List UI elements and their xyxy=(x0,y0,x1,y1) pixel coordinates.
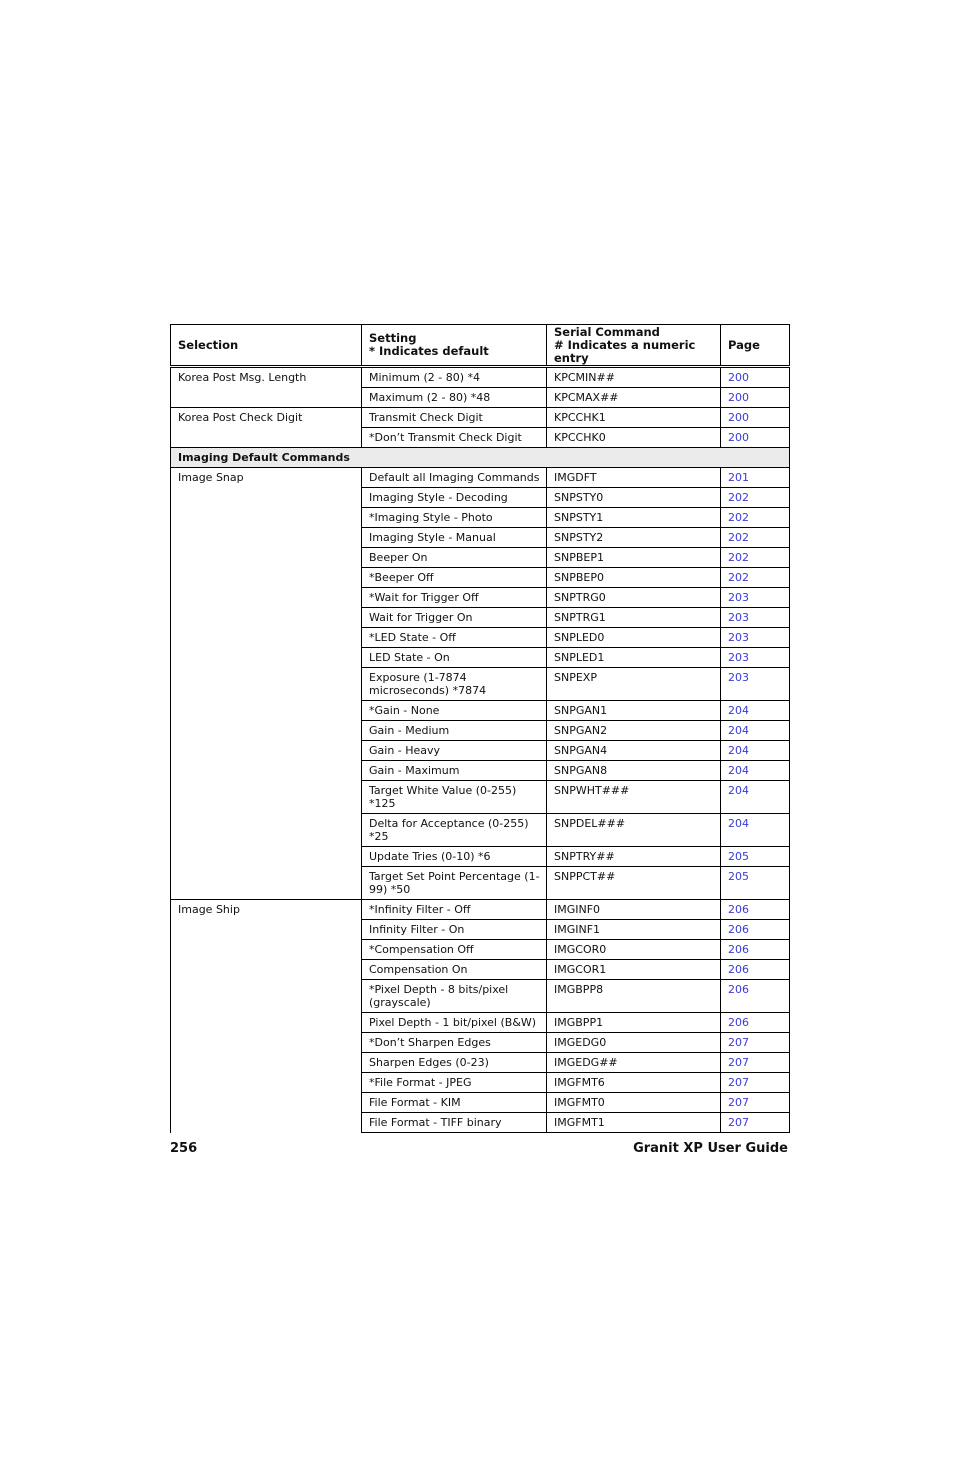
table-row xyxy=(171,867,790,900)
page-link[interactable]: 204 xyxy=(728,764,749,777)
table-row xyxy=(171,1093,790,1113)
cell-selection: Korea Post Check Digit xyxy=(171,408,362,428)
cell-selection xyxy=(171,1033,362,1053)
cell-serial-command: SNPSTY0 xyxy=(547,488,721,508)
page-link[interactable]: 207 xyxy=(728,1036,749,1049)
cell-setting: Wait for Trigger On xyxy=(362,608,547,628)
table-row xyxy=(171,701,790,721)
cell-page xyxy=(721,980,790,1013)
table-body xyxy=(171,367,790,1133)
page-link[interactable]: 200 xyxy=(728,431,749,444)
cell-serial-command: IMGEDG0 xyxy=(547,1033,721,1053)
cell-selection xyxy=(171,388,362,408)
table-row xyxy=(171,920,790,940)
page-link[interactable]: 204 xyxy=(728,704,749,717)
cell-setting: Gain - Heavy xyxy=(362,741,547,761)
cell-serial-command: SNPLED1 xyxy=(547,648,721,668)
page-link[interactable]: 202 xyxy=(728,551,749,564)
cell-selection xyxy=(171,781,362,814)
cell-setting: Transmit Check Digit xyxy=(362,408,547,428)
cell-serial-command: SNPTRG0 xyxy=(547,588,721,608)
cell-setting: Target White Value (0-255) *125 xyxy=(362,781,547,814)
table-row xyxy=(171,940,790,960)
cell-page xyxy=(721,488,790,508)
page-link[interactable]: 203 xyxy=(728,591,749,604)
page-link[interactable]: 203 xyxy=(728,651,749,664)
table-row xyxy=(171,388,790,408)
cell-page xyxy=(721,847,790,867)
cell-setting: *Gain - None xyxy=(362,701,547,721)
cell-setting: Infinity Filter - On xyxy=(362,920,547,940)
table-row xyxy=(171,814,790,847)
cell-serial-command: SNPTRG1 xyxy=(547,608,721,628)
page-link[interactable]: 203 xyxy=(728,671,749,684)
cell-page xyxy=(721,668,790,701)
cell-setting: *Imaging Style - Photo xyxy=(362,508,547,528)
page-link[interactable]: 203 xyxy=(728,631,749,644)
cell-setting: *Don’t Transmit Check Digit xyxy=(362,428,547,448)
page-link[interactable]: 204 xyxy=(728,724,749,737)
cell-selection xyxy=(171,920,362,940)
cell-setting: *Don’t Sharpen Edges xyxy=(362,1033,547,1053)
page-link[interactable]: 207 xyxy=(728,1076,749,1089)
table-row xyxy=(171,568,790,588)
cell-page xyxy=(721,528,790,548)
cell-serial-command: SNPEXP xyxy=(547,668,721,701)
cell-serial-command: IMGINF1 xyxy=(547,920,721,940)
cell-page xyxy=(721,388,790,408)
cell-serial-command: KPCCHK1 xyxy=(547,408,721,428)
cell-selection xyxy=(171,608,362,628)
cell-serial-command: SNPLED0 xyxy=(547,628,721,648)
cell-selection xyxy=(171,701,362,721)
table-row xyxy=(171,1033,790,1053)
cell-serial-command: SNPGAN8 xyxy=(547,761,721,781)
cell-serial-command: SNPWHT### xyxy=(547,781,721,814)
cell-page xyxy=(721,648,790,668)
serial-command-table xyxy=(170,324,790,1133)
table-row xyxy=(171,668,790,701)
table-row xyxy=(171,468,790,488)
cell-page xyxy=(721,761,790,781)
page-link[interactable]: 206 xyxy=(728,923,749,936)
cell-selection: Korea Post Msg. Length xyxy=(171,367,362,388)
cell-selection xyxy=(171,528,362,548)
cell-selection xyxy=(171,741,362,761)
cell-setting: Update Tries (0-10) *6 xyxy=(362,847,547,867)
page-link[interactable]: 207 xyxy=(728,1116,749,1129)
cell-setting: Compensation On xyxy=(362,960,547,980)
cell-setting: *Beeper Off xyxy=(362,568,547,588)
cell-selection xyxy=(171,428,362,448)
cell-serial-command: IMGEDG## xyxy=(547,1053,721,1073)
cell-setting: Pixel Depth - 1 bit/pixel (B&W) xyxy=(362,1013,547,1033)
cell-serial-command: IMGFMT6 xyxy=(547,1073,721,1093)
cell-setting: Target Set Point Percentage (1-99) *50 xyxy=(362,867,547,900)
cell-serial-command: SNPTRY## xyxy=(547,847,721,867)
cell-page xyxy=(721,508,790,528)
page-link[interactable]: 207 xyxy=(728,1096,749,1109)
cell-serial-command: KPCMAX## xyxy=(547,388,721,408)
page-link[interactable]: 201 xyxy=(728,471,749,484)
page-link[interactable]: 203 xyxy=(728,611,749,624)
cell-serial-command: SNPBEP1 xyxy=(547,548,721,568)
cell-setting: LED State - On xyxy=(362,648,547,668)
cell-page xyxy=(721,1033,790,1053)
cell-selection xyxy=(171,548,362,568)
table-row xyxy=(171,548,790,568)
cell-setting: Sharpen Edges (0-23) xyxy=(362,1053,547,1073)
table-header-row xyxy=(171,325,790,367)
table-row xyxy=(171,1073,790,1093)
cell-page xyxy=(721,741,790,761)
cell-selection xyxy=(171,847,362,867)
table-row xyxy=(171,628,790,648)
page-link[interactable]: 206 xyxy=(728,903,749,916)
cell-selection xyxy=(171,668,362,701)
page-link[interactable]: 207 xyxy=(728,1056,749,1069)
cell-serial-command: IMGDFT xyxy=(547,468,721,488)
cell-page xyxy=(721,721,790,741)
header-serial-command: Serial Command # Indicates a numeric entry xyxy=(547,325,721,367)
table-row xyxy=(171,721,790,741)
cell-serial-command: SNPPCT## xyxy=(547,867,721,900)
cell-selection xyxy=(171,648,362,668)
cell-serial-command: KPCCHK0 xyxy=(547,428,721,448)
cell-setting: Gain - Medium xyxy=(362,721,547,741)
cell-serial-command: SNPGAN1 xyxy=(547,701,721,721)
cell-setting: Beeper On xyxy=(362,548,547,568)
cell-setting: *File Format - JPEG xyxy=(362,1073,547,1093)
cell-selection xyxy=(171,628,362,648)
page-link[interactable]: 206 xyxy=(728,963,749,976)
cell-selection xyxy=(171,814,362,847)
page-link[interactable]: 202 xyxy=(728,571,749,584)
table-row xyxy=(171,1053,790,1073)
cell-serial-command: SNPSTY2 xyxy=(547,528,721,548)
table-row xyxy=(171,741,790,761)
cell-selection xyxy=(171,1013,362,1033)
table-row xyxy=(171,508,790,528)
cell-serial-command: SNPGAN4 xyxy=(547,741,721,761)
cell-page xyxy=(721,1073,790,1093)
cell-setting: Exposure (1-7874 microseconds) *7874 xyxy=(362,668,547,701)
table-row xyxy=(171,761,790,781)
cell-page xyxy=(721,588,790,608)
cell-serial-command: IMGFMT0 xyxy=(547,1093,721,1113)
page-link[interactable]: 200 xyxy=(728,391,749,404)
cell-page xyxy=(721,1053,790,1073)
cell-selection xyxy=(171,980,362,1013)
page-link[interactable]: 205 xyxy=(728,850,749,863)
page-link[interactable]: 205 xyxy=(728,870,749,883)
header-setting: Setting * Indicates default xyxy=(362,325,547,367)
table-row xyxy=(171,488,790,508)
cell-selection xyxy=(171,761,362,781)
cell-selection xyxy=(171,1073,362,1093)
cell-page xyxy=(721,568,790,588)
cell-serial-command: IMGBPP8 xyxy=(547,980,721,1013)
cell-selection xyxy=(171,568,362,588)
cell-serial-command: IMGBPP1 xyxy=(547,1013,721,1033)
page-link[interactable]: 202 xyxy=(728,511,749,524)
cell-page xyxy=(721,900,790,920)
page-link[interactable]: 200 xyxy=(728,411,749,424)
cell-page xyxy=(721,1093,790,1113)
table-row xyxy=(171,781,790,814)
cell-selection xyxy=(171,1093,362,1113)
cell-setting: Maximum (2 - 80) *48 xyxy=(362,388,547,408)
table-row xyxy=(171,588,790,608)
table-row xyxy=(171,960,790,980)
cell-setting: Minimum (2 - 80) *4 xyxy=(362,367,547,388)
cell-setting: *Wait for Trigger Off xyxy=(362,588,547,608)
cell-selection xyxy=(171,1113,362,1133)
cell-selection xyxy=(171,488,362,508)
section-header: Imaging Default Commands xyxy=(171,448,790,468)
table-row xyxy=(171,847,790,867)
table-row xyxy=(171,648,790,668)
page-number: 256 xyxy=(170,1141,198,1156)
cell-setting: Gain - Maximum xyxy=(362,761,547,781)
cell-selection xyxy=(171,588,362,608)
cell-serial-command: IMGCOR0 xyxy=(547,940,721,960)
cell-setting: *Compensation Off xyxy=(362,940,547,960)
page-link[interactable]: 204 xyxy=(728,817,749,830)
section-header-row xyxy=(171,448,790,468)
cell-page xyxy=(721,867,790,900)
page-link[interactable]: 204 xyxy=(728,784,749,797)
cell-page xyxy=(721,814,790,847)
cell-serial-command: IMGINF0 xyxy=(547,900,721,920)
cell-page xyxy=(721,1013,790,1033)
table-row xyxy=(171,367,790,388)
page-link[interactable]: 200 xyxy=(728,371,749,384)
table-row xyxy=(171,1113,790,1133)
cell-selection: Image Snap xyxy=(171,468,362,488)
cell-selection xyxy=(171,867,362,900)
cell-setting: File Format - TIFF binary xyxy=(362,1113,547,1133)
cell-serial-command: IMGCOR1 xyxy=(547,960,721,980)
cell-serial-command: SNPGAN2 xyxy=(547,721,721,741)
cell-page xyxy=(721,1113,790,1133)
cell-page xyxy=(721,628,790,648)
table-row xyxy=(171,428,790,448)
table-row xyxy=(171,900,790,920)
cell-serial-command: SNPSTY1 xyxy=(547,508,721,528)
page-link[interactable]: 206 xyxy=(728,943,749,956)
page-link[interactable]: 202 xyxy=(728,531,749,544)
cell-setting: Default all Imaging Commands xyxy=(362,468,547,488)
cell-page xyxy=(721,608,790,628)
cell-setting: File Format - KIM xyxy=(362,1093,547,1113)
header-selection: Selection xyxy=(171,325,362,367)
cell-page xyxy=(721,940,790,960)
page-link[interactable]: 202 xyxy=(728,491,749,504)
header-page: Page xyxy=(721,325,790,367)
cell-selection xyxy=(171,508,362,528)
cell-serial-command: IMGFMT1 xyxy=(547,1113,721,1133)
cell-page xyxy=(721,548,790,568)
cell-setting: Delta for Acceptance (0-255) *25 xyxy=(362,814,547,847)
cell-selection xyxy=(171,721,362,741)
cell-selection: Image Ship xyxy=(171,900,362,920)
cell-setting: *Infinity Filter - Off xyxy=(362,900,547,920)
guide-title: Granit XP User Guide xyxy=(633,1141,788,1156)
cell-serial-command: KPCMIN## xyxy=(547,367,721,388)
table-row xyxy=(171,528,790,548)
cell-serial-command: SNPBEP0 xyxy=(547,568,721,588)
cell-page xyxy=(721,701,790,721)
cell-page xyxy=(721,920,790,940)
cell-selection xyxy=(171,940,362,960)
table-row xyxy=(171,980,790,1013)
cell-setting: Imaging Style - Decoding xyxy=(362,488,547,508)
cell-serial-command: SNPDEL### xyxy=(547,814,721,847)
cell-selection xyxy=(171,1053,362,1073)
cell-setting: Imaging Style - Manual xyxy=(362,528,547,548)
cell-page xyxy=(721,428,790,448)
cell-setting: *LED State - Off xyxy=(362,628,547,648)
page-link[interactable]: 204 xyxy=(728,744,749,757)
cell-selection xyxy=(171,960,362,980)
cell-setting: *Pixel Depth - 8 bits/pixel (grayscale) xyxy=(362,980,547,1013)
cell-page xyxy=(721,468,790,488)
cell-page xyxy=(721,408,790,428)
cell-page xyxy=(721,781,790,814)
table-row xyxy=(171,1013,790,1033)
cell-page xyxy=(721,367,790,388)
cell-page xyxy=(721,960,790,980)
table-row xyxy=(171,608,790,628)
table-row xyxy=(171,408,790,428)
page-link[interactable]: 206 xyxy=(728,983,749,996)
page-link[interactable]: 206 xyxy=(728,1016,749,1029)
